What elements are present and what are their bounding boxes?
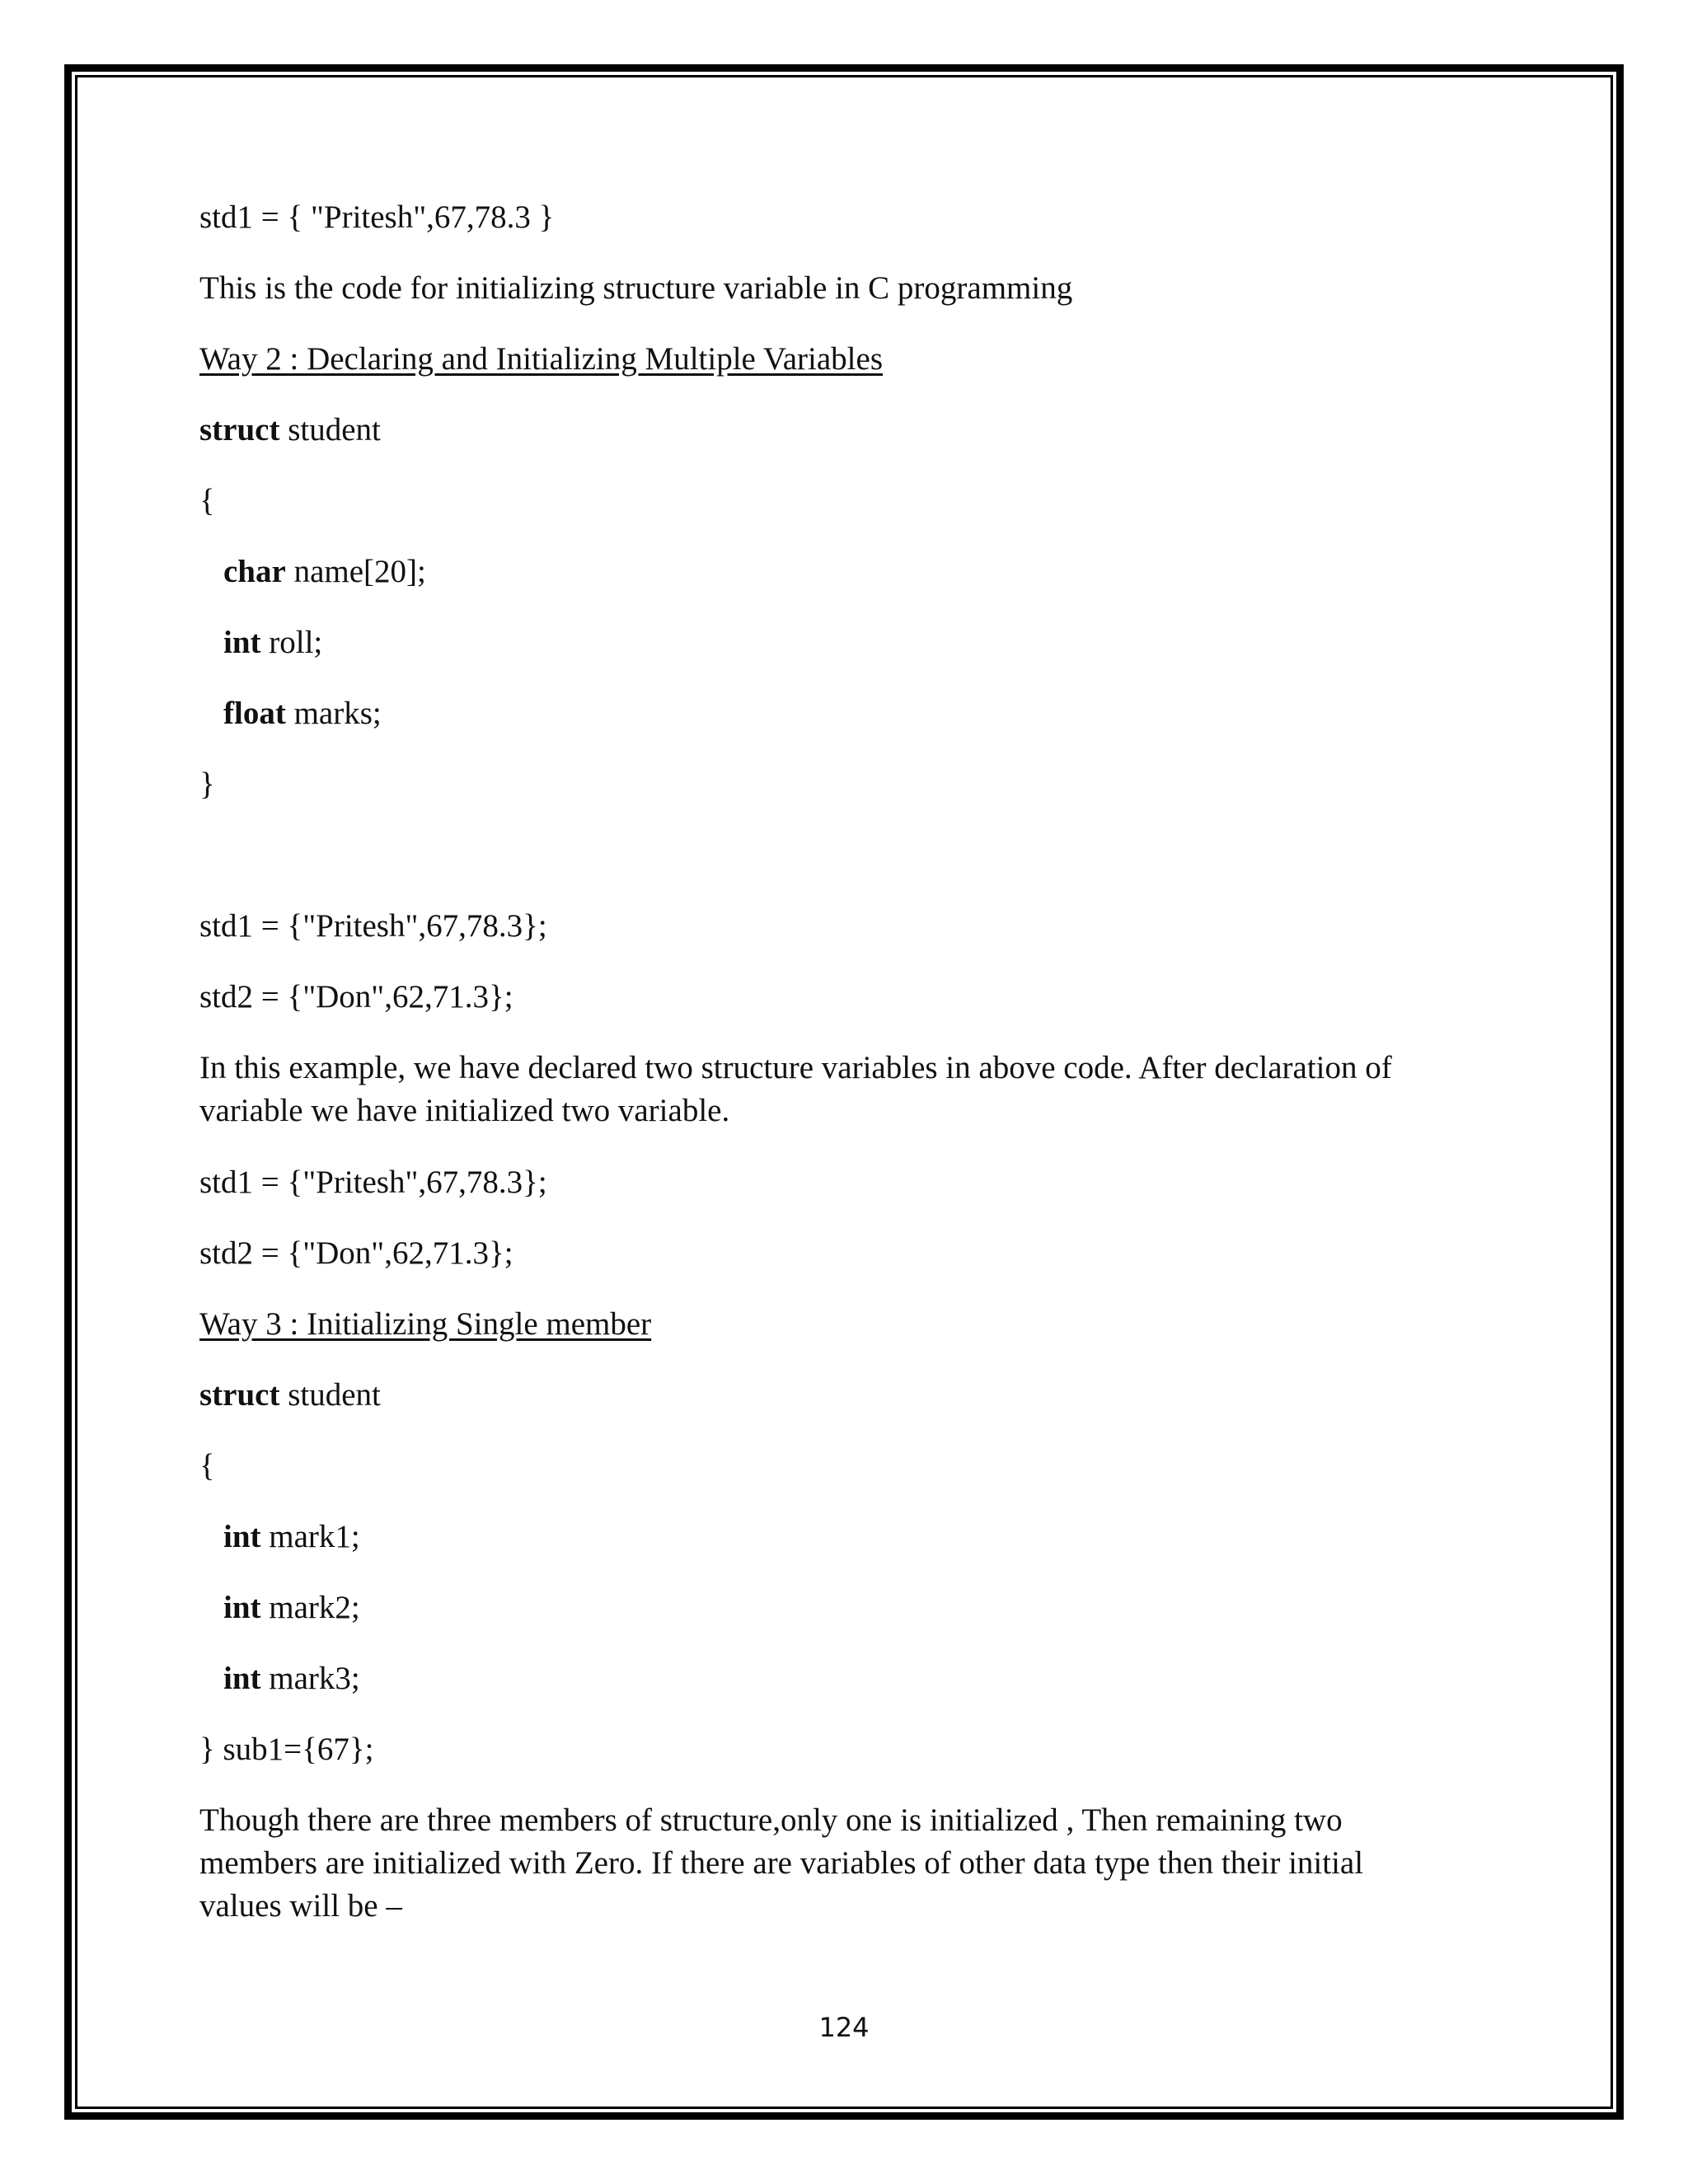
- code-text: marks;: [285, 696, 382, 731]
- code-text: student: [279, 1377, 381, 1413]
- code-line-std2-assign-repeat: std2 = {"Don",62,71.3};: [199, 1235, 513, 1271]
- code-text: mark2;: [260, 1590, 360, 1625]
- code-line-float-marks: [223, 692, 382, 735]
- code-text: mark1;: [260, 1519, 360, 1554]
- code-line-std1-init: std1 = { "Pritesh",67,78.3 }: [199, 199, 555, 235]
- code-line-close-sub1: } sub1={67};: [199, 1732, 374, 1767]
- keyword-struct: struct: [199, 1377, 280, 1413]
- code-line-struct-student: [199, 409, 381, 452]
- keyword-int: int: [223, 1661, 261, 1696]
- keyword-int: int: [223, 1590, 261, 1625]
- code-line-close-brace: }: [199, 766, 215, 802]
- keyword-float: float: [223, 696, 286, 731]
- paragraph-example-explanation: In this example, we have declared two structure variables in above code. After declaration of variable we have initialized two variable.: [199, 1050, 1392, 1128]
- section-heading-way-2: Way 2 : Declaring and Initializing Multiple Variables: [199, 341, 883, 377]
- keyword-struct: struct: [199, 412, 280, 448]
- code-line-std1-assign-repeat: std1 = {"Pritesh",67,78.3};: [199, 1165, 547, 1200]
- code-text: student: [279, 412, 381, 448]
- code-line-int-roll: [223, 621, 322, 664]
- paragraph-zero-initialization: Though there are three members of structure,only one is initialized , Then remaining two members are initialized with Zero. If there are variables of other data type then their initial values will be –: [199, 1802, 1364, 1924]
- keyword-int: int: [223, 1519, 261, 1554]
- keyword-int: int: [223, 625, 261, 660]
- code-line-int-mark2: [223, 1586, 360, 1629]
- code-text: roll;: [260, 625, 323, 660]
- keyword-char: char: [223, 554, 286, 589]
- section-heading-way-3: Way 3 : Initializing Single member: [199, 1306, 652, 1342]
- code-line-open-brace-2: {: [199, 1448, 215, 1483]
- code-line-struct-student-2: [199, 1374, 381, 1417]
- code-text: mark3;: [260, 1661, 360, 1696]
- code-text: name[20];: [285, 554, 426, 589]
- code-line-std1-assign: std1 = {"Pritesh",67,78.3};: [199, 908, 547, 944]
- code-line-int-mark3: [223, 1657, 360, 1700]
- code-line-std2-assign: std2 = {"Don",62,71.3};: [199, 979, 513, 1015]
- code-line-char-name: [223, 551, 426, 593]
- code-line-open-brace: {: [199, 483, 215, 518]
- page-number: 124: [818, 2012, 870, 2043]
- code-line-int-mark1: [223, 1516, 360, 1558]
- text-line-description: This is the code for initializing structure variable in C programming: [199, 270, 1073, 306]
